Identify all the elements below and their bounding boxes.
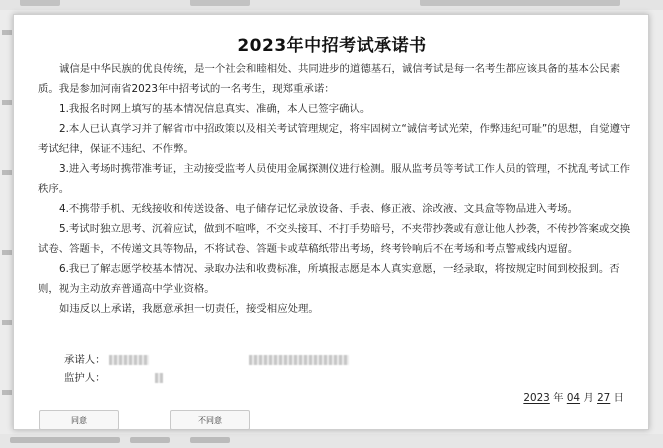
guardian-label: 监护人： bbox=[64, 372, 106, 384]
date-year-unit: 年 bbox=[553, 392, 564, 404]
date-day-unit: 日 bbox=[613, 392, 624, 404]
paragraph-item-5: 5.考试时独立思考、沉着应试，做到不喧哗，不交头接耳、不打手势暗号，不夹带抄袭或有意让他人抄袭，不传抄答案或交换试卷、答题卡，不传递文具等物品，不将试卷、答题卡或草稿纸带出考场，终考铃响后不在考场和考点警戒线内逗留。 bbox=[38, 223, 631, 255]
signature-block bbox=[64, 351, 163, 387]
background-header-strip bbox=[0, 0, 663, 10]
date-month: 04 bbox=[566, 392, 581, 404]
signer-label: 承诺人： bbox=[64, 354, 106, 366]
date-month-unit: 月 bbox=[583, 392, 594, 404]
signer-row bbox=[64, 351, 163, 369]
paragraph-item-1: 1.我报名时网上填写的基本情况信息真实、准确，本人已签字确认。 bbox=[59, 103, 371, 115]
commitment-body bbox=[38, 59, 634, 319]
signer-name-redacted bbox=[109, 355, 149, 365]
signer-id-redacted bbox=[249, 355, 349, 365]
paragraph-intro: 诚信是中华民族的优良传统，是一个社会和睦相处、共同进步的道德基石，诚信考试是每一名考生都应该具备的基本公民素质。我是参加河南省2023年中招考试的一名考生，现郑重承诺： bbox=[38, 63, 621, 95]
background-footer-strip bbox=[0, 434, 663, 448]
date-day: 27 bbox=[597, 392, 611, 404]
guardian-row bbox=[64, 369, 163, 387]
agree-button[interactable]: 同意 bbox=[39, 410, 119, 430]
paragraph-item-2: 2.本人已认真学习并了解省市中招政策以及相关考试管理规定，将牢固树立“诚信考试光荣，作弊违纪可耻”的思想，自觉遵守考试纪律，保证不违纪、不作弊。 bbox=[38, 123, 631, 155]
disagree-button[interactable]: 不同意 bbox=[170, 410, 250, 430]
paragraph-item-4: 4.不携带手机、无线接收和传送设备、电子储存记忆录放设备、手表、修正液、涂改液、文具盒等物品进入考场。 bbox=[59, 203, 579, 215]
paragraph-item-3: 3.进入考场时携带准考证，主动接受监考人员使用金属探测仪进行检测。服从监考员等考试工作人员的管理，不扰乱考试工作秩序。 bbox=[38, 163, 631, 195]
paragraph-item-6: 6.我已了解志愿学校基本情况、录取办法和收费标准，所填报志愿是本人真实意愿，一经录取，将按规定时间到校报到。否则，视为主动放弃普通高中学业资格。 bbox=[38, 263, 620, 295]
commitment-date bbox=[523, 389, 624, 404]
dialog-title: 2023年中招考试承诺书 bbox=[237, 36, 427, 56]
guardian-name-redacted bbox=[155, 373, 163, 383]
commitment-dialog bbox=[13, 14, 649, 430]
date-year: 2023 bbox=[523, 392, 550, 404]
paragraph-closing: 如违反以上承诺，我愿意承担一切责任，接受相应处理。 bbox=[59, 303, 319, 315]
